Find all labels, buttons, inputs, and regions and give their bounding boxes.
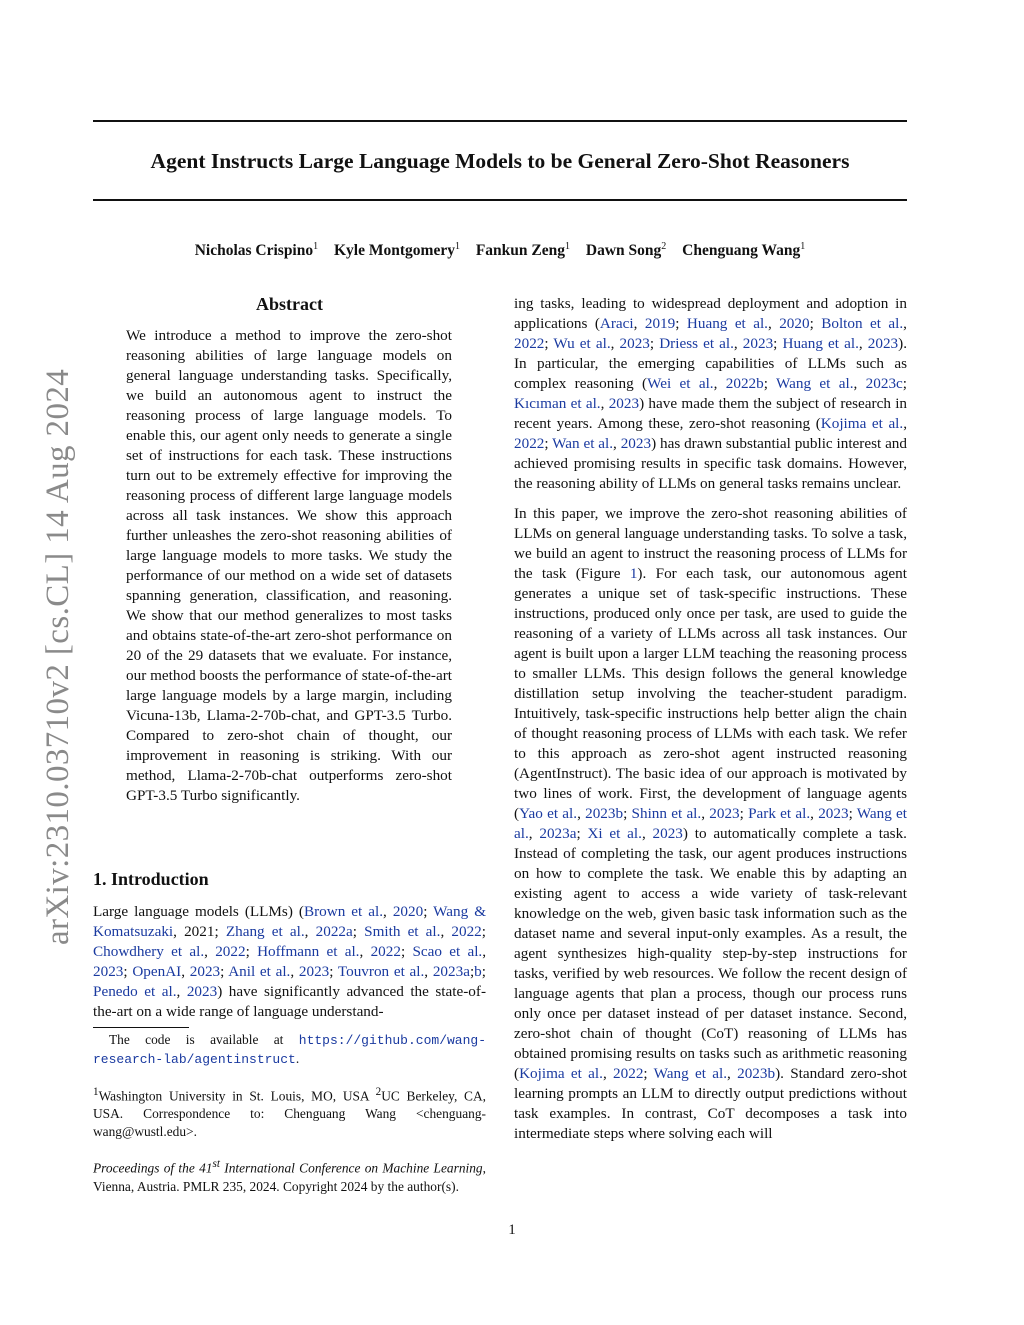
citation-link[interactable]: 2023b — [737, 1065, 776, 1082]
citation-link[interactable]: Bolton et al. — [821, 315, 904, 332]
citation-link[interactable]: OpenAI — [132, 963, 182, 980]
citation-link[interactable]: Huang et al. — [782, 335, 859, 352]
citation-link[interactable]: 2023 — [619, 335, 650, 352]
citation-link[interactable]: Hoffmann et al. — [257, 943, 360, 960]
author: Chenguang Wang$^1$ — [682, 241, 806, 260]
citation-link[interactable]: 2023 — [867, 335, 899, 352]
citation-link[interactable]: 2023 — [189, 963, 221, 980]
citation-link[interactable]: Brown et al. — [303, 903, 384, 920]
citation-link[interactable]: 2019 — [644, 315, 676, 332]
code-link[interactable]: https://github.com/wang-research-lab/agentinstruct — [93, 1033, 486, 1067]
citation-link[interactable]: 2023a — [432, 963, 470, 980]
citation-link[interactable]: 2023 — [298, 963, 330, 980]
title-rule-top — [93, 120, 907, 122]
citation-link[interactable]: Araci — [599, 315, 634, 332]
citation-link[interactable]: Xi et al. — [587, 825, 642, 842]
citation-link[interactable]: Smith et al. — [364, 923, 441, 940]
arxiv-identifier: arXiv:2310.03710v2 [cs.CL] 14 Aug 2024 — [40, 368, 76, 945]
footnote-rule — [93, 1027, 189, 1028]
footnote-code: The code is available at https://github.com/wang-research-lab/agentinstruct. — [93, 1032, 486, 1067]
citation-link[interactable]: 2022b — [725, 375, 764, 392]
citation-link[interactable]: b — [474, 963, 482, 980]
citation-link[interactable]: 2023 — [742, 335, 774, 352]
citation-link[interactable]: Kojima et al. — [519, 1065, 603, 1082]
citation-link[interactable]: 2020 — [392, 903, 424, 920]
citation-link[interactable]: Huang et al. — [686, 315, 768, 332]
citation-link[interactable]: 2022 — [514, 335, 545, 352]
citation-link[interactable]: Wang et al. — [514, 805, 908, 842]
citation-link[interactable]: Wu et al. — [553, 335, 611, 352]
author-list — [93, 236, 907, 262]
intro-paragraph: Large language models (LLMs) (Brown et al., 2020; Wang & Komatsuzaki, 2021; Zhang et al., 2022a; Smith et al., 2022; Chowdhery et al., 2022; Hoffmann et al., 2022; Scao et al., 2023; OpenAI, 2023; Anil et al., 2023; Touvron et al., 2023a;b; Penedo et al., 2023) have significantly advanced the state-of-the-art on a wide range of language understand- — [93, 903, 487, 1020]
author: Fankun Zeng$^1$ — [475, 241, 570, 260]
title-rule-bottom — [93, 199, 907, 201]
citation-link[interactable]: Driess et al. — [659, 335, 734, 352]
citation-link[interactable]: Kojima et al. — [820, 415, 904, 432]
citation-link[interactable]: Touvron et al. — [337, 963, 425, 980]
paper-title: Agent Instructs Large Language Models to be General Zero-Shot Reasoners — [150, 149, 850, 173]
citation-link[interactable]: 2022 — [370, 943, 401, 960]
page-number: 1 — [508, 1222, 516, 1238]
citation-link[interactable]: Anil et al. — [228, 963, 291, 980]
citation-link[interactable]: 2023b — [585, 805, 624, 822]
citation-link[interactable]: 2022 — [451, 923, 482, 940]
right-column — [514, 294, 907, 1144]
citation-link[interactable]: 2023a — [539, 825, 577, 842]
citation-link[interactable]: 2022a — [315, 923, 353, 940]
abstract-heading: Abstract — [256, 294, 323, 314]
citation-link[interactable]: Shinn et al. — [631, 805, 702, 822]
citation-link[interactable]: Park et al. — [748, 805, 811, 822]
citation-link[interactable]: Penedo et al. — [93, 983, 177, 1000]
footnote-affiliations: $^1$Washington University in St. Louis, MO, USA $^2$UC Berkeley, CA, USA. Correspondence to: Chenguang Wang <chenguang-wang@wustl.edu>. — [93, 1086, 487, 1140]
footnotes — [93, 1031, 486, 1196]
footnote-proceedings: Proceedings of the 41st International Conference on Machine Learning, Vienna, Austria. PMLR 235, 2024. Copyright 2024 by the author(s). — [93, 1158, 486, 1194]
citation-link[interactable]: 2023 — [608, 395, 640, 412]
citation-link[interactable]: 2022 — [215, 943, 246, 960]
citation-link[interactable]: 1 — [629, 565, 638, 582]
citation-link[interactable]: Wang et al. — [776, 375, 854, 392]
citation-link[interactable]: 2022 — [514, 435, 545, 452]
citation-link[interactable]: Wei et al. — [647, 375, 714, 392]
citation-link[interactable]: Wan et al. — [552, 435, 614, 452]
author: Kyle Montgomery$^1$ — [334, 241, 460, 260]
citation-link[interactable]: 2023c — [865, 375, 903, 392]
citation-link[interactable]: Chowdhery et al. — [93, 943, 205, 960]
citation-link[interactable]: Kıcıman et al. — [514, 395, 601, 412]
citation-link[interactable]: Wang et al. — [653, 1065, 728, 1082]
intro-paragraph: ing tasks, leading to widespread deployment and adoption in applications (Araci, 2019; Huang et al., 2020; Bolton et al., 2022; Wu et al., 2023; Driess et al., 2023; Huang et al., 2023). In particular, the emerging capabilities of LLMs such as complex reasoning (Wei et al., 2022b; Wang et al., 2023c; Kıcıman et al., 2023) have made them the subject of research in recent years. Among these, zero-shot reasoning (Kojima et al., 2022; Wan et al., 2023) has drawn substantial public interest and achieved promising results in specific task domains. However, the reasoning ability of LLMs on general tasks remains unclear. — [514, 295, 908, 492]
citation-link[interactable]: 2020 — [779, 315, 810, 332]
citation-link[interactable]: 2023 — [186, 983, 218, 1000]
citation-link[interactable]: 2023 — [93, 963, 124, 980]
citation-link[interactable]: 2023 — [620, 435, 652, 452]
citation-link[interactable]: Yao et al. — [519, 805, 578, 822]
author: Dawn Song$^2$ — [585, 241, 667, 260]
citation-link[interactable]: 2023 — [709, 805, 740, 822]
author: Nicholas Crispino$^1$ — [194, 241, 319, 260]
citation-link[interactable]: Zhang et al. — [225, 923, 305, 940]
citation-link[interactable]: 2023 — [818, 805, 849, 822]
citation-link[interactable]: Wang & Komatsuzaki — [93, 903, 487, 940]
citation-link[interactable]: 2022 — [613, 1065, 644, 1082]
abstract-text: We introduce a method to improve the zero-shot reasoning abilities of large language models on general language understanding tasks. Specifically, we build an autonomous agent to instruct the reasoning process of large language models. To enable this, our agent only needs to generate a single set of instructions for each task. These instructions turn out to be extremely effective for improving the reasoning process of different large language models across all task instances. We show this approach further unleashes the zero-shot reasoning abilities of large language models to more tasks. We study the performance of our method on a wide set of datasets spanning generation, classification, and reasoning. We show that our method generalizes to most tasks and obtains state-of-the-art zero-shot performance on 20 of the 29 datasets that we evaluate. For instance, our method boosts the performance of state-of-the-art large language models by a large margin, including Vicuna-13b, Llama-2-70b-chat, and GPT-3.5 Turbo. Compared to zero-shot chain of thought, our improvement in reasoning is striking. With our method, Llama-2-70b-chat outperforms zero-shot GPT-3.5 Turbo significantly. — [126, 327, 452, 804]
intro-paragraph: In this paper, we improve the zero-shot reasoning abilities of LLMs on general language understanding tasks. To solve a task, we build an agent to instruct the reasoning process of LLMs for the task (Figure 1). For each task, our autonomous agent generates a unique set of task-specific instructions. These instructions, produced only once per task, are used to guide the reasoning of a variety of LLMs across all task instances. Our agent is built upon a larger LLM teaching the reasoning process to smaller LLMs. This design follows the general knowledge distillation setup involving the teacher-student paradigm. Intuitively, task-specific instructions help better align the chain of thought reasoning process of LLMs with each task. We refer to this approach as zero-shot agent instructed reasoning (AgentInstruct). The basic idea of our approach is motivated by two lines of work. First, the development of language agents (Yao et al., 2023b; Shinn et al., 2023; Park et al., 2023; Wang et al., 2023a; Xi et al., 2023) to automatically complete a task. Instead of completing the task, our agent produces instructions on how to complete the task. We enable this by adapting an existing agent to access a wide variety of task-relevant knowledge on the web, given basic task information such as the dataset name and several input-only examples. As a result, the agent synthesizes high-quality step-by-step instructions for tasks, verified by web resources. We follow the recent design of language agents that plan a process, though our process runs only once per dataset instead of per dataset instance. Second, zero-shot chain of thought (CoT) reasoning of LLMs has obtained promising results on tasks such as arithmetic reasoning (Kojima et al., 2022; Wang et al., 2023b). Standard zero-shot learning prompts an LLM to directly output predictions without task examples. In contrast, CoT decomposes a task into intermediate steps where solving each will — [514, 505, 908, 1142]
section-heading-introduction: 1. Introduction — [93, 869, 209, 889]
citation-link[interactable]: Scao et al. — [412, 943, 483, 960]
citation-link[interactable]: 2023 — [652, 825, 683, 842]
